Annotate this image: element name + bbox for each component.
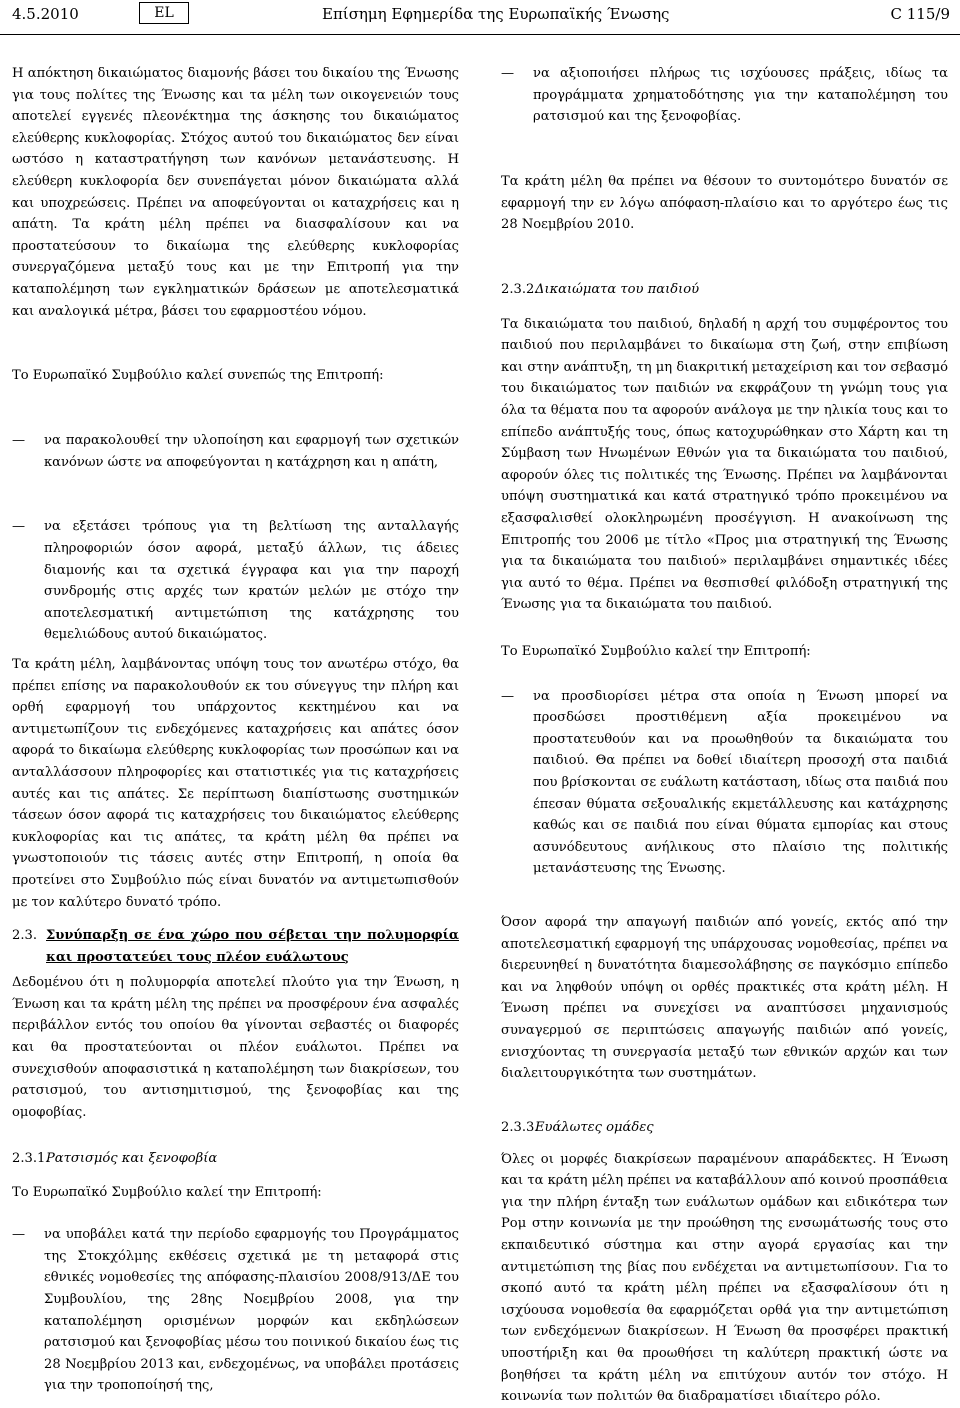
section-title: Ευάλωτες ομάδες (535, 1120, 654, 1135)
section-heading-2-3-2 (501, 279, 948, 301)
section-title: Ρατσισμός και ξενοφοβία (46, 1151, 218, 1166)
indent-text: να εξετάσει τρόπους για τη βελτίωση της ανταλλαγής πληροφοριών όσον αφορά, μεταξύ άλλων, τις άδειες διαμονής και τα σχετικά έγγραφα και για την παροχή συνδρομής στις αρχές των κρατών μελών με στόχο την αποτελεσματική αντιμετώπιση της κατάχρησης του θεμελιώδους αυτού δικαιώματος. (44, 519, 459, 643)
right-column-vulnerable (501, 1117, 948, 1408)
dash-marker: — (12, 433, 26, 449)
indent-item (501, 686, 948, 880)
paragraph-council-invites-commission: Το Ευρωπαϊκό Συμβούλιο καλεί την Επιτροπή: (501, 644, 811, 659)
section-title: Δικαιώματα του παιδιού (535, 282, 700, 297)
indent-text: να προσδιορίσει μέτρα στα οποία η Ένωση μπορεί να προσδώσει προστιθέμενη αξία προκειμένου να προστατευθούν και να προωθηθούν τα δικαιώματα του παιδιού. Θα πρέπει να δοθεί ιδιαίτερη προσοχή στα παιδιά που βρίσκονται σε ευάλωτη κατάσταση, ιδίως στα παιδιά που έπεσαν θύματα σεξουαλικής εκμετάλλευσης και κατάχρησης καθώς και σε παιδιά που είναι θύματα εμπορίας και στους ασυνόδευτους ανήλικους στο πλαίσιο της πολιτικής μετανάστευσης της Ένωσης. (533, 688, 948, 877)
dash-marker: — (501, 66, 515, 81)
language-code-box: EL (139, 2, 189, 24)
dash-marker: — (12, 519, 26, 535)
journal-title: Επίσημη Εφημερίδα της Ευρωπαϊκής Ένωσης (322, 5, 670, 23)
indent-item (12, 516, 459, 646)
publication-date: 4.5.2010 (12, 5, 79, 23)
section-heading-2-3 (12, 925, 459, 968)
paragraph-child-abduction: Όσον αφορά την απαγωγή παιδιών από γονείς, εκτός από την αποτελεσματική εφαρμογή της υπάρχουσας νομοθεσίας, πρέπει να διερευνηθεί η δυνατότητα διαμεσολάβησης σε παγκόσμιο επίπεδο και να ληφθούν υπόψη οι ορθές πρακτικές στα κράτη μέλη. Η Ένωση πρέπει να συνεχίσει να αναπτύσσει μηχανισμούς συναγερμού σε περιπτώσεις απαγωγής παιδιών από γονείς, ενισχύοντας τη συνεργασία μεταξύ των εθνικών αρχών και των διαλειτουργικότητα των συστημάτων. (501, 915, 948, 1082)
paragraph-member-states: Τα κράτη μέλη, λαμβάνοντας υπόψη τους τον ανωτέρω στόχο, θα πρέπει επίσης να παρακολουθούν εκ του σύνεγγυς την πλήρη και ορθή εφαρμογή του υπάρχοντος κεκτημένου και να αντιμετωπίζουν τις ενδεχόμενες καταχρήσεις και απάτες όσον αφορά το δικαίωμα ελεύθερης κυκλοφορίας των προσώπων και να ανταλλάσσουν πληροφορίες και στατιστικές για τις καταχρήσεις αυτές και τις απάτες. Σε περίπτωση διαπίστωσης συστημικών τάσεων όσον αφορά τις καταχρήσεις του δικαιώματος ελεύθερης κυκλοφορίας και τις απάτες, τα κράτη μέλη θα πρέπει να γνωστοποιούν τις τάσεις αυτές στην Επιτροπή, η οποία θα προτείνει στο Συμβούλιο πώς είναι δυνατόν να αντιμετωπισθούν με τον καλύτερο δυνατό τρόπο. (12, 657, 459, 910)
right-column-council (501, 641, 948, 880)
paragraph-council-invites-commission: Το Ευρωπαϊκό Συμβούλιο καλεί την Επιτροπή: (12, 1184, 322, 1200)
paragraph-child-rights: Τα δικαιώματα του παιδιού, δηλαδή η αρχή του συμφέροντος του παιδιού που περιλαμβάνει το δικαίωμα στη ζωή, στην επιβίωση και στην ανάπτυξη, τη μη διακριτική μεταχείριση και τον σεβασμό του δικαιώματος των παιδιών να εκφράζουν τη γνώμη τους για όλα τα θέματα που τα αφορούν ανάλογα με την ηλικία τους και το επίπεδο ανάπτυξής τους, όπως κατοχυρώθηκαν στο Χάρτη και τη Σύμβαση των Ηνωμένων Εθνών για τα δικαιώματα του παιδιού, αφορούν όλες τις πολιτικές της Ένωσης. Πρέπει να λαμβάνονται υπόψη συστηματικά και κατά στρατηγικό τρόπο προκειμένου να εξασφαλισθεί ολοκληρωμένη προσέγγιση. Η ανακοίνωση της Επιτροπής του 2006 με τίτλο «Προς μια στρατηγική της Ένωσης για τα δικαιώματα του παιδιού» περιλαμβάνει σημαντικές ιδέες για αυτό το θέμα. Πρέπει να θεσπισθεί φιλόδοξη στρατηγική της Ένωσης για τα δικαιώματα του παιδιού. (501, 316, 948, 613)
left-column (12, 63, 459, 646)
section-number: 2.3. (12, 928, 37, 943)
indent-text: να αξιοποιήσει πλήρως τις ισχύουσες πράξεις, ιδίως τα προγράμματα χρηματοδότησης για την καταπολέμηση του ρατσισμού και της ξενοφοβίας. (533, 66, 948, 125)
indent-item (12, 430, 459, 473)
page-reference: C 115/9 (890, 5, 950, 23)
indent-text: να υποβάλει κατά την περίοδο εφαρμογής του Προγράμματος της Στοκχόλμης εκθέσεις σχετικά με τη μεταφορά στις εθνικές νομοθεσίες της απόφασης-πλαισίου 2008/913/ΔΕ του Συμβουλίου, της 28ης Νοεμβρίου 2008, για την καταπολέμηση ορισμένων μορφών και εκδηλώσεων ρατσισμού και ξενοφοβίας μέσω του ποινικού δικαίου έως τις 28 Νοεμβρίου 2013 και, ενδεχομένως, να υποβάλει προτάσεις για την τροποποίησή της, (44, 1227, 459, 1394)
paragraph-council-invites: Το Ευρωπαϊκό Συμβούλιο καλεί συνεπώς της Επιτροπή: (12, 368, 384, 384)
section-title: Συνύπαρξη σε ένα χώρο που σέβεται την πολυμορφία και προστατεύει τους πλέον ευάλωτους (46, 928, 459, 965)
page-header (0, 0, 960, 40)
right-column (501, 63, 948, 236)
left-column-lower (12, 654, 459, 913)
right-column-abduction (501, 912, 948, 1085)
paragraph-diversity: Δεδομένου ότι η πολυμορφία αποτελεί πλούτο για την Ένωση, η Ένωση και τα κράτη μέλη της πρέπει να προσφέρουν ένα ασφαλές περιβάλλον εντός του οποίου θα γίνονται σεβαστές οι διαφορές και θα προστατεύονται οι πλέον ευάλωτοι. Πρέπει να συνεχισθούν αποφασιστικά η καταπολέμηση των διακρίσεων, του ρατσισμού, του αντισημιτισμού, της ξενοφοβίας και της ομοφοβίας. (12, 975, 459, 1120)
indent-text: να παρακολουθεί την υλοποίηση και εφαρμογή των σχετικών κανόνων ώστε να αποφεύγονται η κατάχρηση και η απάτη, (44, 433, 459, 470)
paragraph-framework-decision: Τα κράτη μέλη θα πρέπει να θέσουν το συντομότερο δυνατόν σε εφαρμογή την εν λόγω απόφαση-πλαίσιο και το αργότερο έως τις 28 Νοεμβρίου 2010. (501, 173, 948, 233)
right-column-child-rights (501, 279, 948, 616)
paragraph-vulnerable-groups: Όλες οι μορφές διακρίσεων παραμένουν απαράδεκτες. Η Ένωση και τα κράτη μέλη πρέπει να καταβάλλουν από κοινού προσπάθεια για την πλήρη ένταξη των ευάλωτων ομάδων και ειδικότερα των Ρομ στην κοινωνία με την προώθηση της ενσωμάτωσής τους στο εκπαιδευτικό σύστημα και στην αγορά εργασίας και την αντιμετώπιση της βίας που ενδέχεται να αντιμετωπίσουν. Για το σκοπό αυτό τα κράτη μέλη πρέπει να εξασφαλίσουν ότι η ισχύουσα νομοθεσία θα εφαρμόζεται ορθά για την αντιμετώπιση των ενδεχόμενων διακρίσεων. Η Ένωση θα προσφέρει πρακτική υποστήριξη και θα προωθήσει τη καλύτερη πρακτική ώστε να βοηθήσει τα κράτη μέλη να επιτύχουν αυτόν τον στόχο. Η κοινωνία των πολιτών θα διαδραματίσει ιδιαίτερο ρόλο. (501, 1151, 948, 1405)
dash-marker: — (12, 1227, 26, 1243)
section-heading-2-3-1 (12, 1148, 459, 1170)
paragraph-residence-rights: Η απόκτηση δικαιώματος διαμονής βάσει του δικαίου της Ένωσης για τους πολίτες της Ένωσης και τα μέλη των οικογενειών τους αποτελεί εγγενές πλεονέκτημα της άσκησης του δικαιώματος ελεύθερης κυκλοφορίας. Στόχος αυτού του δικαιώματος δεν είναι ωστόσο η καταστρατήγηση των κανόνων μετανάστευσης. Η ελεύθερη κυκλοφορία δεν συνεπάγεται μόνον δικαιώματα αλλά και υποχρεώσεις. Πρέπει να αποφεύγονται οι καταχρήσεις και η απάτη. Τα κράτη μέλη πρέπει να διασφαλίσουν και να προστατεύσουν το δικαίωμα της ελεύθερης κυκλοφορίας συνεργαζόμενα μεταξύ τους και με την Επιτροπή για την καταπολέμηση των εγκληματικών δράσεων με αποτελεσματικά και αναλογικά μέτρα, βάσει του εφαρμοστέου νόμου. (12, 66, 459, 319)
left-column-subsection (12, 1148, 459, 1397)
section-number: 2.3.2. (501, 282, 539, 297)
section-number: 2.3.3. (501, 1120, 539, 1135)
header-rule (0, 34, 960, 35)
indent-item (501, 63, 948, 128)
left-column-section (12, 925, 459, 1123)
section-number: 2.3.1. (12, 1151, 50, 1166)
section-heading-2-3-3 (501, 1117, 948, 1139)
indent-item (12, 1224, 459, 1397)
dash-marker: — (501, 688, 515, 704)
